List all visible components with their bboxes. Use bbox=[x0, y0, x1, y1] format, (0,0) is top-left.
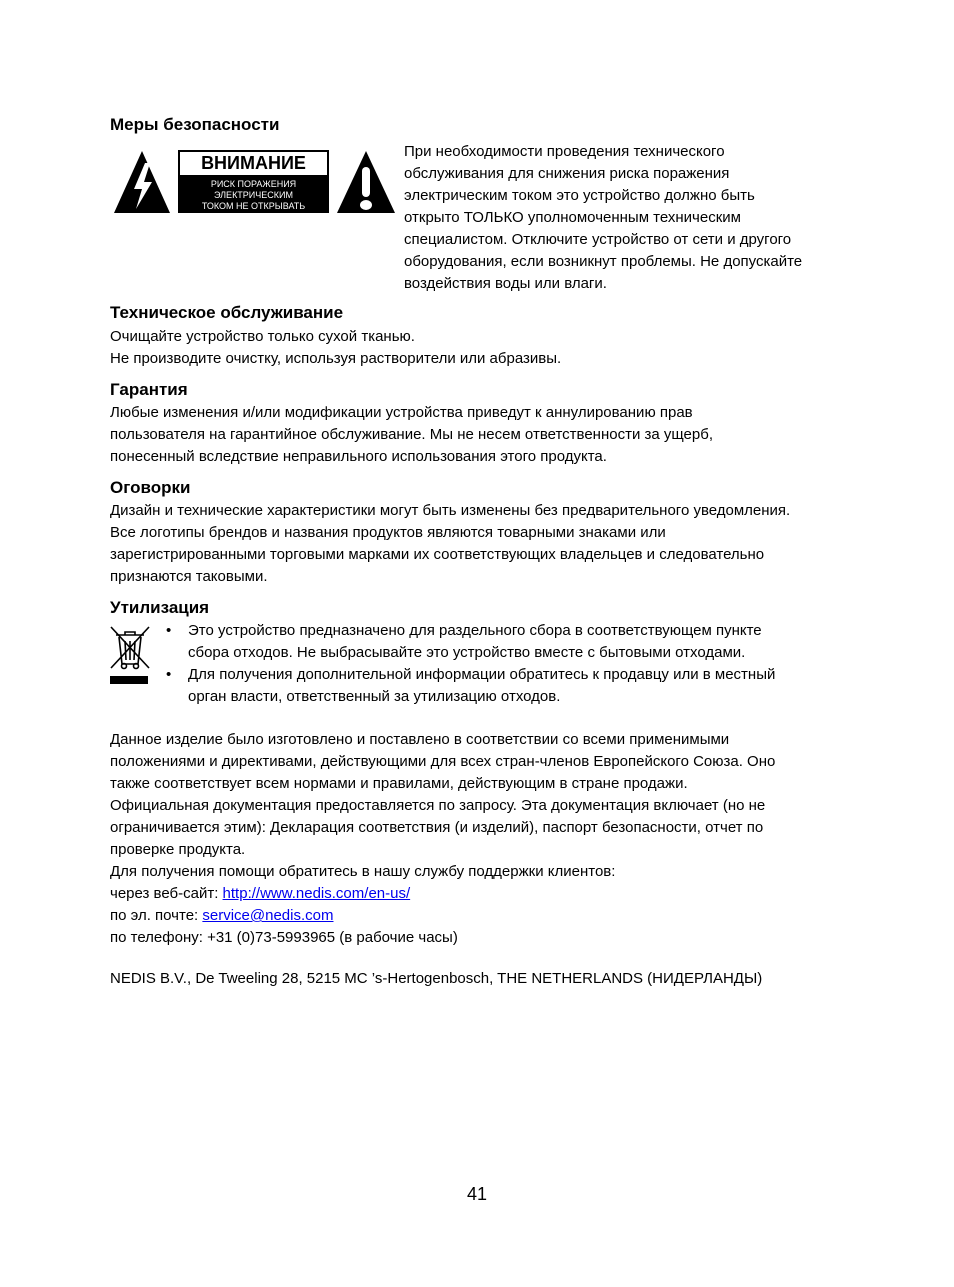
warning-subtext-line: РИСК ПОРАЖЕНИЯ bbox=[210, 179, 297, 189]
email-link[interactable]: service@nedis.com bbox=[202, 907, 334, 924]
text-line: Для получения дополнительной информации обратитесь к продавцу или в местный bbox=[188, 666, 776, 683]
warning-label bbox=[178, 150, 329, 213]
text-line: обслуживания для снижения риска поражения bbox=[404, 165, 730, 182]
text-line: Любые изменения и/или модификации устройства приведут к аннулированию прав bbox=[110, 404, 693, 421]
warning-subtext-line: ЭЛЕКТРИЧЕСКИМ bbox=[213, 190, 293, 200]
section-title-disclaimer: Оговорки bbox=[110, 478, 191, 497]
list-item bbox=[166, 664, 775, 708]
text-line: оборудования, если возникнут проблемы. Не допускайте bbox=[404, 253, 803, 270]
website-prefix: через веб-сайт: bbox=[110, 885, 223, 902]
warranty-text bbox=[110, 402, 713, 468]
text-line: ограничивается этим): Декларация соответствия (и изделий), паспорт безопасности, отчет по bbox=[110, 819, 764, 836]
website-link[interactable]: http://www.nedis.com/en-us/ bbox=[222, 885, 411, 902]
bullet-dot: • bbox=[166, 666, 172, 683]
text-line: Дизайн и технические характеристики могут быть изменены без предварительного уведомления. bbox=[110, 502, 791, 519]
disclaimer-text bbox=[110, 500, 790, 588]
text-line: Данное изделие было изготовлено и поставлено в соответствии со всеми применимыми bbox=[110, 731, 730, 748]
text-line: специалистом. Отключите устройство от сети и другого bbox=[404, 231, 792, 248]
section-title-maintenance: Техническое обслуживание bbox=[110, 303, 344, 322]
text-line: Все логотипы брендов и названия продуктов являются товарными знаками или bbox=[110, 524, 666, 541]
warning-heading: ВНИМАНИЕ bbox=[180, 152, 327, 175]
warning-subtext-line: ТОКОМ НЕ ОТКРЫВАТЬ bbox=[201, 201, 306, 211]
text-line: Официальная документация предоставляется по запросу. Эта документация включает (но не bbox=[110, 797, 766, 814]
safety-text bbox=[404, 141, 802, 295]
text-line: пользователя на гарантийное обслуживание. Мы не несем ответственности за ущерб, bbox=[110, 426, 714, 443]
website-line bbox=[110, 883, 775, 905]
lightning-warning-icon bbox=[112, 149, 172, 215]
bullet-dot: • bbox=[166, 622, 172, 639]
text-line: сбора отходов. Не выбрасывайте это устройство вместе с бытовыми отходами. bbox=[188, 644, 746, 661]
text-line: При необходимости проведения технического bbox=[404, 143, 725, 160]
phone-line: по телефону: +31 (0)73-5993965 (в рабочие часы) bbox=[110, 929, 458, 946]
company-address: NEDIS B.V., De Tweeling 28, 5215 MC ’s-Hertogenbosch, THE NETHERLANDS (НИДЕРЛАНДЫ) bbox=[110, 970, 763, 987]
text-line: понесенный вследствие неправильного использования этого продукта. bbox=[110, 448, 607, 465]
text-line: воздействия воды или влаги. bbox=[404, 275, 607, 292]
email-prefix: по эл. почте: bbox=[110, 907, 203, 924]
text-line: зарегистрированными торговыми марками их соответствующих владельцев и следовательно bbox=[110, 546, 765, 563]
text-line: открыто ТОЛЬКО уполномоченным техническим bbox=[404, 209, 741, 226]
text-line: Очищайте устройство только сухой тканью. bbox=[110, 328, 415, 345]
text-line: орган власти, ответственный за утилизацию отходов. bbox=[188, 688, 561, 705]
section-title-warranty: Гарантия bbox=[110, 380, 188, 399]
disposal-bullet-list bbox=[166, 620, 775, 708]
page-number: 41 bbox=[466, 1184, 488, 1204]
list-item bbox=[166, 620, 775, 664]
conformity-text bbox=[110, 729, 775, 949]
text-line: Для получения помощи обратитесь в нашу службу поддержки клиентов: bbox=[110, 863, 616, 880]
text-line: проверке продукта. bbox=[110, 841, 246, 858]
text-line: также соответствует всем нормами и правилами, действующим в стране продажи. bbox=[110, 775, 688, 792]
text-line: признаются таковыми. bbox=[110, 568, 268, 585]
crossed-out-bin-icon bbox=[108, 624, 152, 686]
section-title-safety: Меры безопасности bbox=[110, 115, 280, 134]
text-line: Не производите очистку, используя растворители или абразивы. bbox=[110, 350, 562, 367]
text-line: положениями и директивами, действующими для всех стран-членов Европейского Союза. Оно bbox=[110, 753, 776, 770]
exclamation-warning-icon bbox=[335, 149, 397, 215]
section-title-disposal: Утилизация bbox=[110, 598, 210, 617]
warning-subtext bbox=[179, 176, 328, 212]
email-line bbox=[110, 905, 775, 927]
text-line: Это устройство предназначено для раздельного сбора в соответствующем пункте bbox=[188, 622, 762, 639]
text-line: электрическим током это устройство должно быть bbox=[404, 187, 755, 204]
maintenance-text bbox=[110, 326, 561, 370]
